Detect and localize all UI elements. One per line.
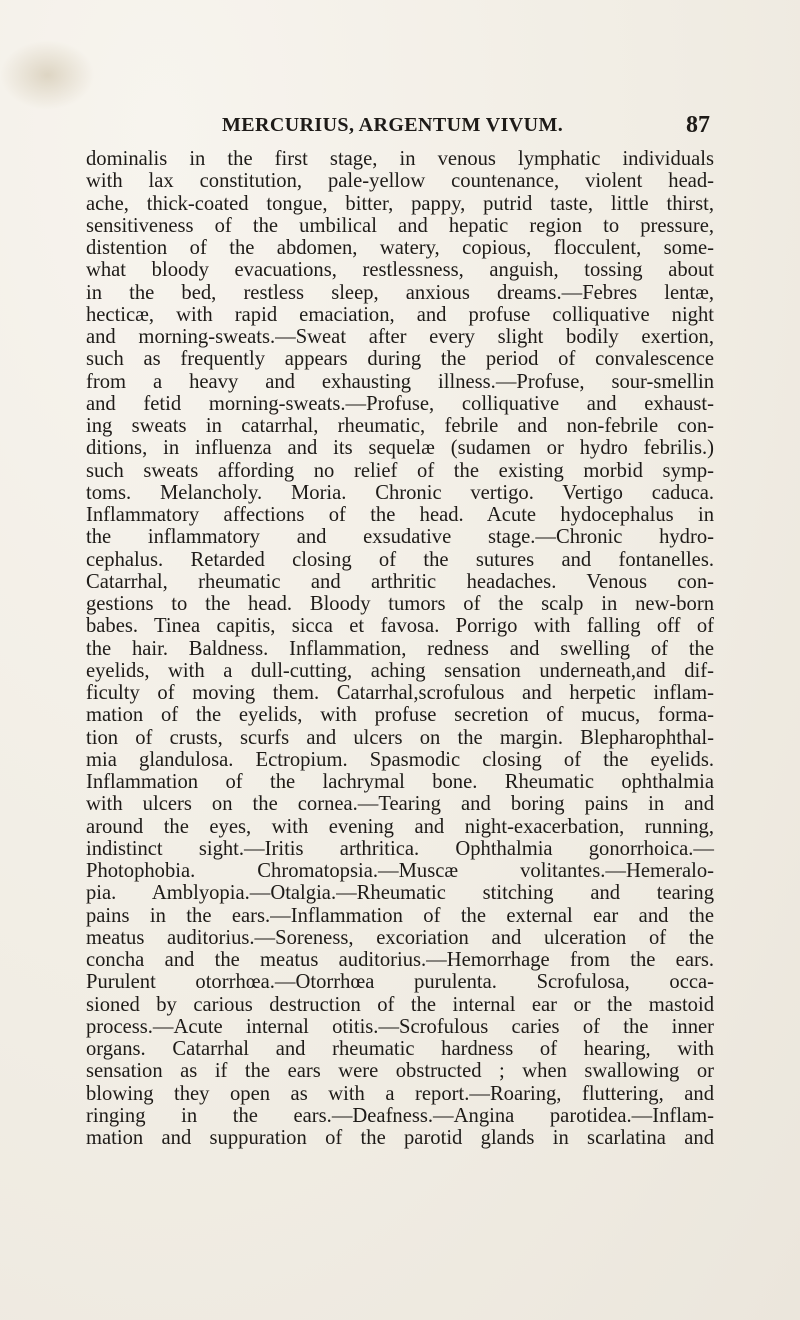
text-line: around the eyes, with evening and night-exacerbation, running, [86,815,714,838]
text-line: cephalus. Retarded closing of the sutures and fontanelles. [86,548,714,571]
text-line: ing sweats in catarrhal, rheumatic, febrile and non-febrile con- [86,415,714,437]
text-line: mation and suppuration of the parotid glands in scarlatina and [86,1127,714,1149]
text-line: babes. Tinea capitis, sicca et favosa. Porrigo with falling off of [86,615,714,638]
text-line: what bloody evacuations, restlessness, anguish, tossing about [86,259,714,282]
text-line: distention of the abdomen, watery, copious, flocculent, some- [86,237,714,259]
text-line: Inflammatory affections of the head. Acute hydocephalus in [86,504,714,526]
text-line: sensitiveness of the umbilical and hepatic region to pressure, [86,214,714,237]
text-line: ringing in the ears.—Deafness.—Angina parotidea.—Inflam- [86,1104,714,1127]
page-number: 87 [686,112,710,138]
text-line: such as frequently appears during the period of convalescence [86,348,714,371]
text-line: in the bed, restless sleep, anxious dreams.—Febres lentæ, [86,281,714,304]
text-line: ache, thick-coated tongue, bitter, pappy, putrid taste, little thirst, [86,192,714,215]
text-line: blowing they open as with a report.—Roaring, fluttering, and [86,1082,714,1105]
text-line: gestions to the head. Bloody tumors of the scalp in new-born [86,593,714,615]
text-line: ficulty of moving them. Catarrhal,scrofulous and herpetic inflam- [86,682,714,704]
text-line: Photophobia. Chromatopsia.—Muscæ volitantes.—Hemeralo- [86,860,714,882]
text-line: indistinct sight.—Iritis arthritica. Ophthalmia gonorrhoica.— [86,837,714,860]
text-line: toms. Melancholy. Moria. Chronic vertigo. Vertigo caduca. [86,481,714,504]
body-text [86,148,714,1149]
running-title: MERCURIUS, ARGENTUM VIVUM. [222,114,564,136]
text-line: such sweats affording no relief of the existing morbid symp- [86,459,714,482]
running-head [222,114,710,140]
text-line: from a heavy and exhausting illness.—Profuse, sour-smellin [86,370,714,393]
text-line: pains in the ears.—Inflammation of the external ear and the [86,904,714,927]
text-line: pia. Amblyopia.—Otalgia.—Rheumatic stitching and tearing [86,882,714,905]
text-line: mation of the eyelids, with profuse secretion of mucus, forma- [86,704,714,727]
text-line: Purulent otorrhœa.—Otorrhœa purulenta. Scrofulosa, occa- [86,971,714,994]
text-line: tion of crusts, scurfs and ulcers on the margin. Blepharophthal- [86,726,714,749]
text-line: Inflammation of the lachrymal bone. Rheumatic ophthalmia [86,771,714,793]
text-line: sensation as if the ears were obstructed ; when swallowing or [86,1060,714,1083]
text-line: mia glandulosa. Ectropium. Spasmodic closing of the eyelids. [86,748,714,771]
text-line: and fetid morning-sweats.—Profuse, colliquative and exhaust- [86,392,714,415]
text-line: organs. Catarrhal and rheumatic hardness of hearing, with [86,1038,714,1060]
text-line: ditions, in influenza and its sequelæ (sudamen or hydro febrilis.) [86,437,714,460]
text-line: with lax constitution, pale-yellow countenance, violent head- [86,170,714,193]
text-line: eyelids, with a dull-cutting, aching sensation underneath,and dif- [86,659,714,682]
text-line: concha and the meatus auditorius.—Hemorrhage from the ears. [86,949,714,971]
text-line: the hair. Baldness. Inflammation, redness and swelling of the [86,637,714,660]
text-line: the inflammatory and exsudative stage.—Chronic hydro- [86,526,714,549]
text-line: sioned by carious destruction of the internal ear or the mastoid [86,993,714,1016]
text-line: and morning-sweats.—Sweat after every slight bodily exertion, [86,326,714,348]
text-line: hecticæ, with rapid emaciation, and profuse colliquative night [86,303,714,326]
text-line: Catarrhal, rheumatic and arthritic headaches. Venous con- [86,570,714,593]
text-line: meatus auditorius.—Soreness, excoriation and ulceration of the [86,926,714,949]
text-line: process.—Acute internal otitis.—Scrofulous caries of the inner [86,1015,714,1038]
text-line: dominalis in the first stage, in venous lymphatic individuals [86,148,714,170]
text-line: with ulcers on the cornea.—Tearing and boring pains in and [86,793,714,816]
paper-stain [0,40,95,110]
